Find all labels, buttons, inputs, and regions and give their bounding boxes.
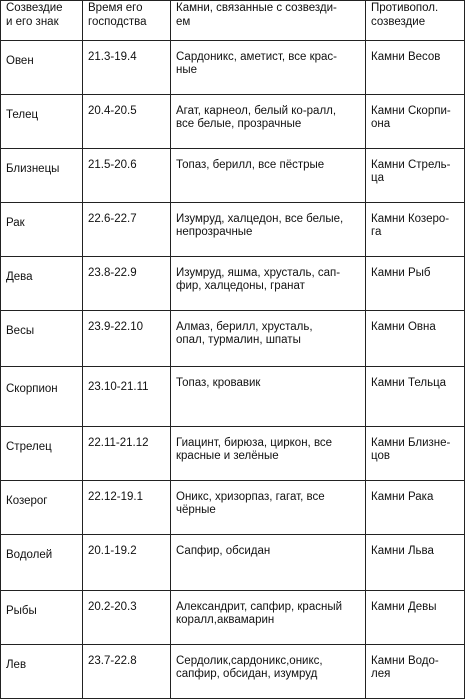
stones-text: Агат, карнеол, белый ко-ралл, все белые, прозрачные (176, 105, 337, 130)
sign-text: Овен (6, 55, 34, 67)
stones-cell (171, 257, 366, 311)
period-cell (83, 645, 171, 699)
sign-cell (1, 481, 83, 535)
period-text: 20.1-19.2 (88, 545, 137, 557)
sign-cell (1, 257, 83, 311)
opposite-cell (366, 257, 465, 311)
table-row (1, 149, 465, 203)
period-cell (83, 203, 171, 257)
table-row (1, 41, 465, 95)
sign-text: Козерог (6, 495, 48, 507)
period-cell (83, 41, 171, 95)
opposite-cell (366, 535, 465, 591)
stones-text: Сапфир, обсидан (176, 545, 271, 557)
period-text: 22.12-19.1 (88, 491, 143, 503)
sign-text: Лев (6, 659, 27, 671)
stones-text: Изумруд, яшма, хрусталь, сап- фир, халцедоны, гранат (176, 267, 341, 292)
table-row (1, 481, 465, 535)
header-opposite (366, 1, 465, 41)
period-text: 23.8-22.9 (88, 267, 137, 279)
period-text: 20.2-20.3 (88, 601, 137, 613)
opposite-text: Камни Стрель- ца (371, 159, 451, 184)
sign-cell (1, 149, 83, 203)
stones-cell (171, 481, 366, 535)
period-cell (83, 311, 171, 367)
header-sign-text: Созвездие и его знак (6, 2, 63, 28)
stones-cell (171, 367, 366, 427)
opposite-cell (366, 591, 465, 645)
sign-text: Водолей (6, 549, 53, 561)
stones-text: Изумруд, халцедон, все белые, непрозрачные (176, 213, 344, 238)
sign-text: Рак (6, 217, 25, 229)
period-cell (83, 535, 171, 591)
table-row (1, 535, 465, 591)
period-text: 21.3-19.4 (88, 51, 137, 63)
table-row (1, 203, 465, 257)
opposite-text: Камни Рыб (371, 267, 431, 279)
sign-cell (1, 535, 83, 591)
sign-text: Стрелец (6, 441, 52, 453)
table-row (1, 257, 465, 311)
opposite-text: Камни Овна (371, 321, 436, 333)
header-stones-text: Камни, связанные с созвезди- ем (176, 2, 337, 28)
period-cell (83, 427, 171, 481)
period-cell (83, 367, 171, 427)
sign-cell (1, 311, 83, 367)
opposite-text: Камни Водо- лея (371, 655, 439, 680)
opposite-cell (366, 41, 465, 95)
opposite-cell (366, 203, 465, 257)
sign-text: Дева (6, 271, 33, 283)
opposite-cell (366, 427, 465, 481)
period-text: 21.5-20.6 (88, 159, 137, 171)
sign-cell (1, 41, 83, 95)
sign-text: Близнецы (6, 163, 60, 175)
opposite-text: Камни Козеро- га (371, 213, 450, 238)
stones-text: Сардоникс, аметист, все крас- ные (176, 51, 338, 76)
table-row (1, 427, 465, 481)
opposite-cell (366, 645, 465, 699)
period-text: 23.10-21.11 (88, 381, 149, 393)
stones-cell (171, 41, 366, 95)
period-text: 23.7-22.8 (88, 655, 137, 667)
period-cell (83, 591, 171, 645)
period-text: 22.6-22.7 (88, 213, 137, 225)
opposite-cell (366, 95, 465, 149)
sign-cell (1, 645, 83, 699)
header-stones (171, 1, 366, 41)
opposite-text: Камни Весов (371, 51, 441, 63)
stones-cell (171, 535, 366, 591)
header-opposite-text: Противопол. созвездие (371, 2, 439, 28)
table-row (1, 311, 465, 367)
stones-text: Гиацинт, бирюза, циркон, все красные и зелёные (176, 437, 333, 462)
opposite-text: Камни Льва (371, 545, 434, 557)
stones-text: Сердолик,сардоникс,оникс, сапфир, обсидан, изумруд (176, 655, 323, 680)
period-text: 23.9-22.10 (88, 321, 143, 333)
period-cell (83, 149, 171, 203)
period-cell (83, 481, 171, 535)
opposite-cell (366, 311, 465, 367)
stones-cell (171, 203, 366, 257)
period-cell (83, 95, 171, 149)
stones-cell (171, 311, 366, 367)
opposite-text: Камни Девы (371, 601, 437, 613)
stones-cell (171, 427, 366, 481)
sign-text: Рыбы (6, 605, 37, 617)
table-row (1, 591, 465, 645)
opposite-cell (366, 149, 465, 203)
stones-text: Топаз, берилл, все пёстрые (176, 159, 325, 171)
table-row (1, 645, 465, 699)
stones-cell (171, 95, 366, 149)
stones-text: Александрит, сапфир, красный коралл,аквамарин (176, 601, 343, 626)
table-row (1, 95, 465, 149)
opposite-text: Камни Рака (371, 491, 434, 503)
stones-text: Оникс, хризорпаз, гагат, все чёрные (176, 491, 325, 516)
sign-cell (1, 95, 83, 149)
sign-text: Скорпион (6, 383, 58, 395)
period-text: 20.4-20.5 (88, 105, 137, 117)
header-period-text: Время его господства (88, 2, 147, 28)
sign-text: Телец (6, 109, 39, 121)
opposite-text: Камни Скорпи- она (371, 105, 451, 130)
opposite-cell (366, 481, 465, 535)
sign-cell (1, 367, 83, 427)
header-row (1, 1, 465, 41)
period-cell (83, 257, 171, 311)
stones-cell (171, 645, 366, 699)
header-period (83, 1, 171, 41)
sign-text: Весы (6, 325, 35, 337)
stones-text: Алмаз, берилл, хрусталь, опал, турмалин, шпаты (176, 321, 313, 346)
sign-cell (1, 203, 83, 257)
sign-cell (1, 591, 83, 645)
opposite-text: Камни Близне- цов (371, 437, 451, 462)
stones-text: Топаз, кровавик (176, 377, 261, 389)
period-text: 22.11-21.12 (88, 437, 149, 449)
header-sign (1, 1, 83, 41)
opposite-cell (366, 367, 465, 427)
table-row (1, 367, 465, 427)
stones-cell (171, 591, 366, 645)
stones-cell (171, 149, 366, 203)
opposite-text: Камни Тельца (371, 377, 447, 389)
sign-cell (1, 427, 83, 481)
